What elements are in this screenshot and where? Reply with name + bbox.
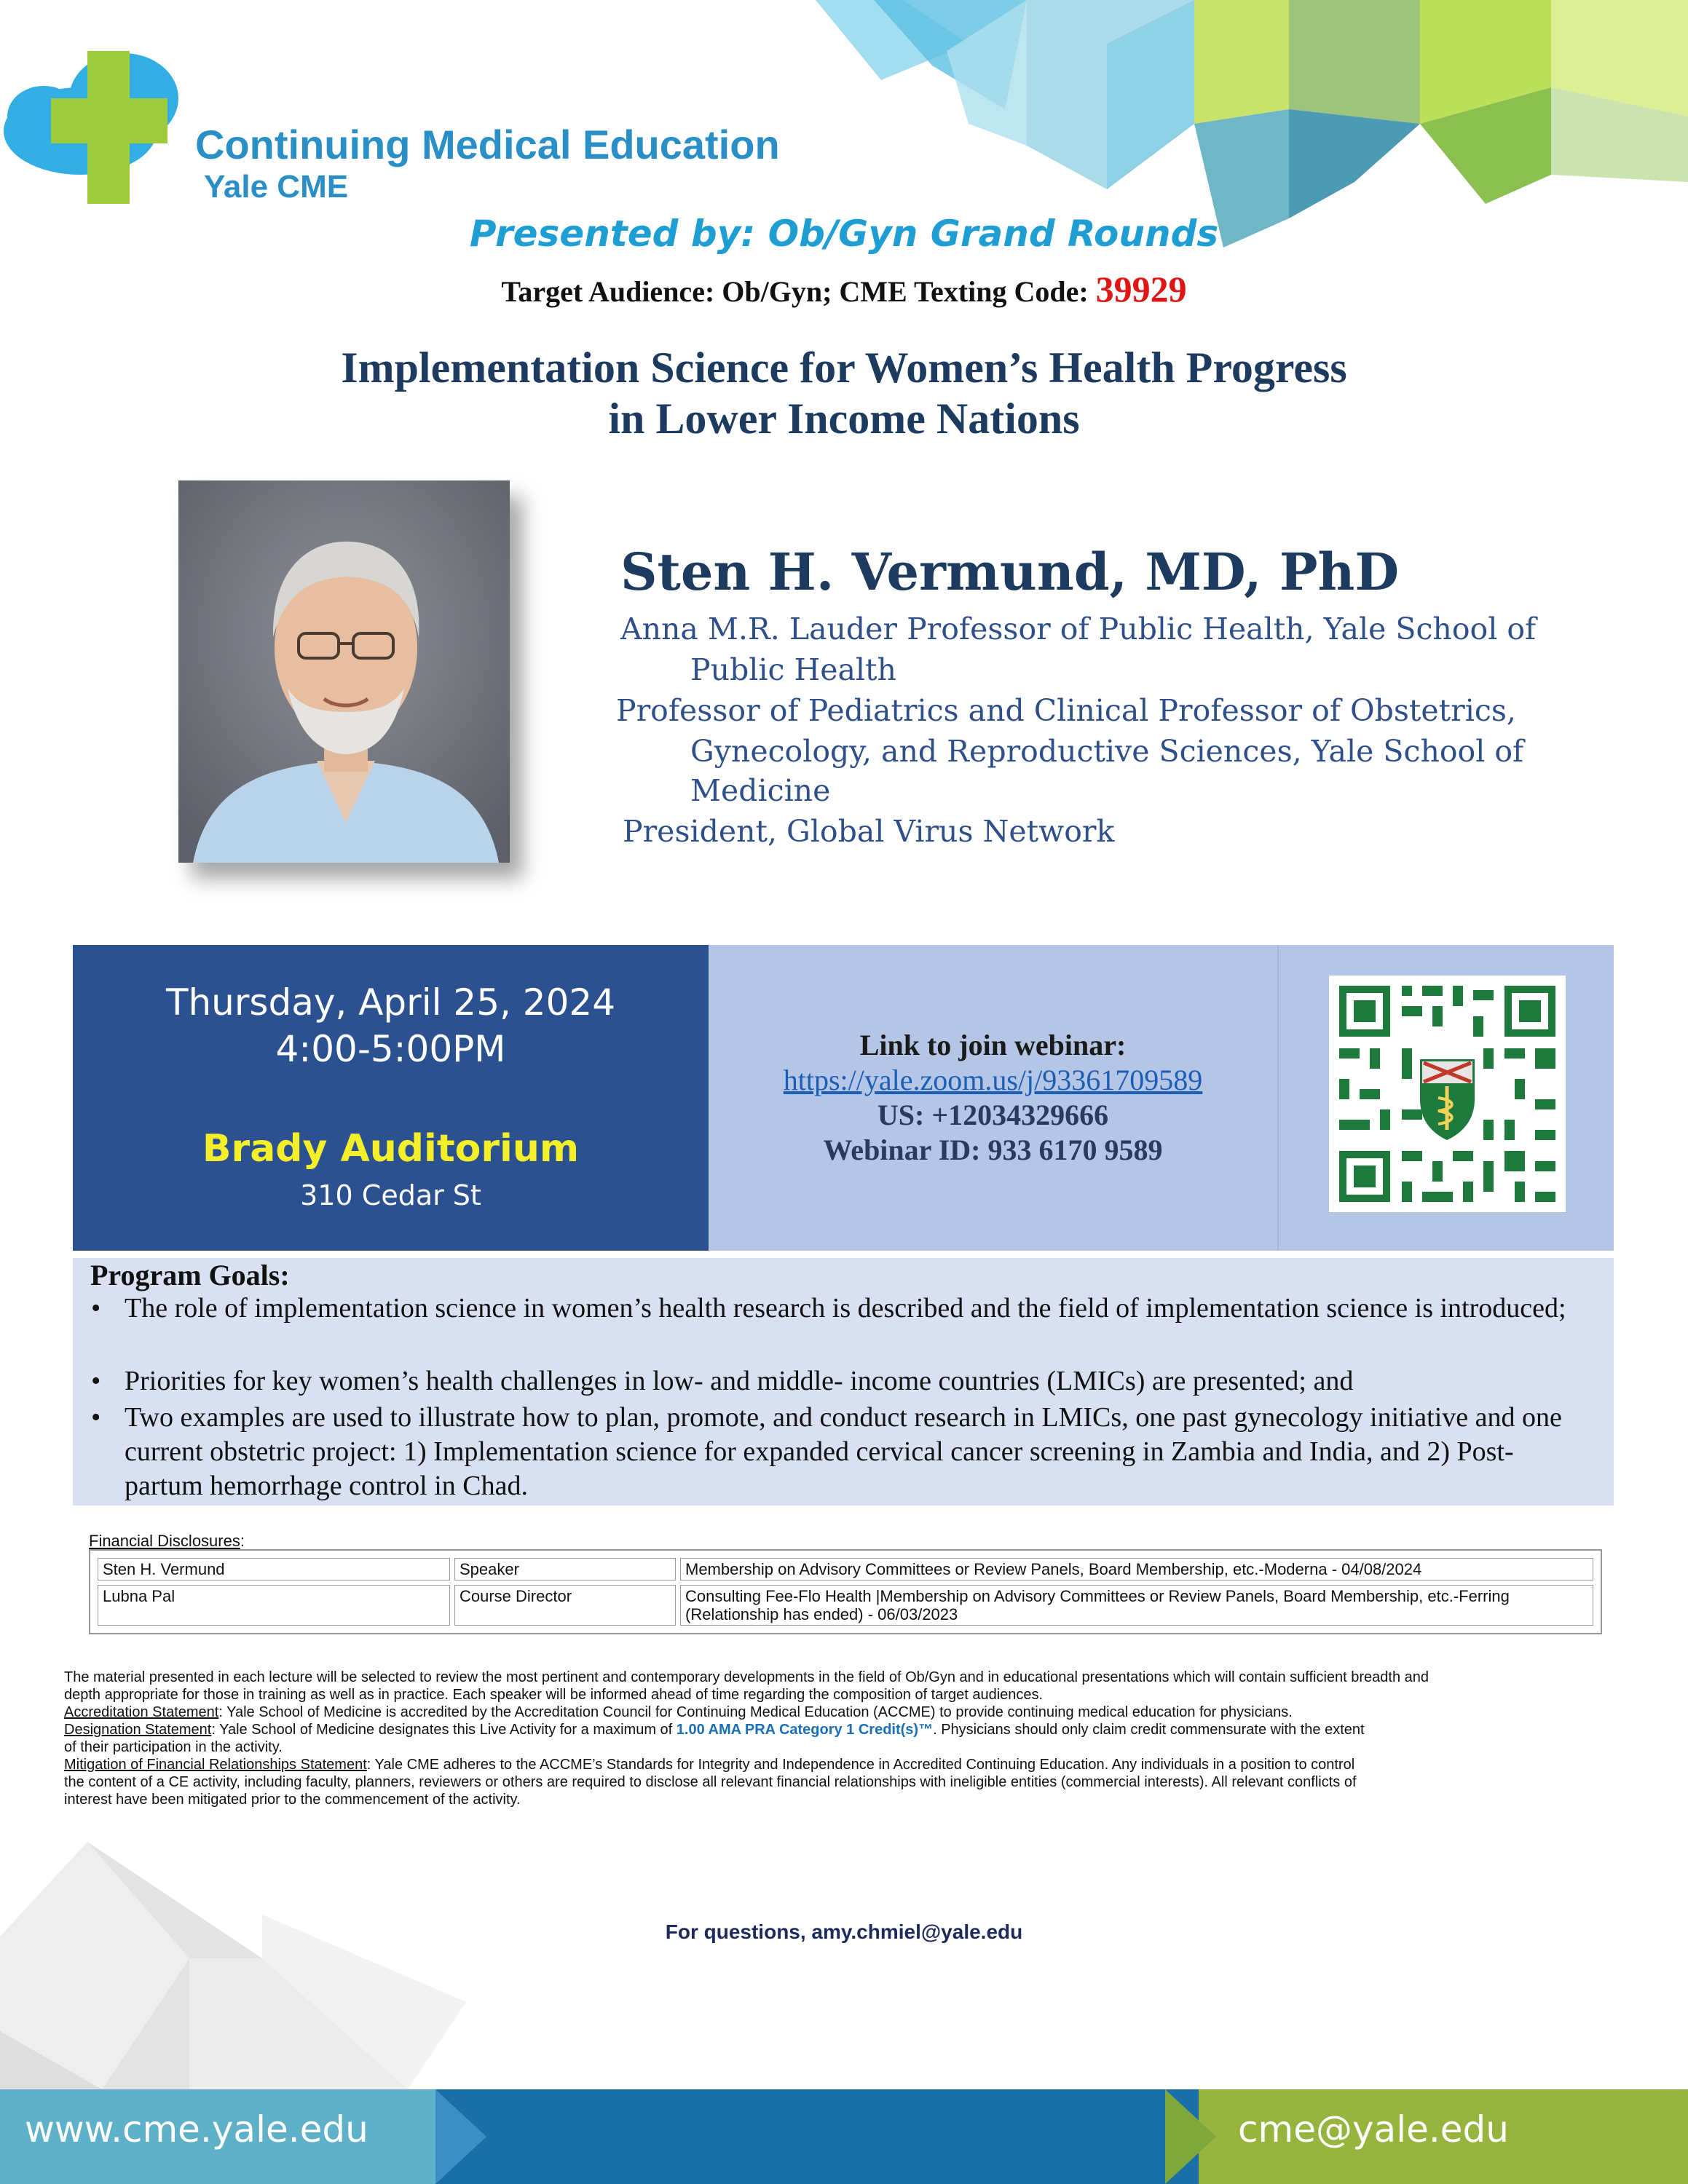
event-address: 310 Cedar St [300, 1179, 481, 1211]
bullet-icon: • [91, 1402, 101, 1433]
financial-disclosures-table [89, 1549, 1602, 1634]
page-title [0, 342, 1688, 444]
designation-label: Designation Statement [64, 1722, 212, 1738]
speaker-role-line-3: Professor of Pediatrics and Clinical Professor of Obstetrics, [616, 693, 1516, 728]
speaker-role-line-4: Gynecology, and Reproductive Sciences, Yale School of [690, 734, 1524, 769]
chevron-right-icon [1165, 2089, 1216, 2184]
footer-band-middle [435, 2089, 1199, 2184]
disclosure-role: Speaker [454, 1558, 676, 1580]
goal-text: The role of implementation science in women’s health research is described and the field of implementation science is introduced; [125, 1293, 1566, 1324]
speaker-photo [178, 480, 510, 863]
event-time: 4:00-5:00PM [275, 1028, 506, 1070]
goal-text: Priorities for key women’s health challenges in low- and middle- income countries (LMICs) are presented; and [125, 1366, 1354, 1396]
brand-name: Continuing Medical Education [195, 122, 780, 167]
webinar-link[interactable]: https://yale.zoom.us/j/93361709589 [783, 1064, 1203, 1096]
goal-item [91, 1364, 1591, 1398]
bullet-icon: • [91, 1293, 101, 1324]
disclosures-heading-colon: : [240, 1532, 245, 1550]
title-line-2: in Lower Income Nations [608, 395, 1080, 443]
event-date: Thursday, April 25, 2024 [165, 981, 616, 1024]
speaker-name: Sten H. Vermund, MD, PhD [620, 542, 1400, 602]
financial-disclosures-heading [89, 1532, 245, 1551]
questions-contact[interactable]: For questions, amy.chmiel@yale.edu [665, 1920, 1023, 1943]
disclosure-detail: Membership on Advisory Committees or Review Panels, Board Membership, etc.-Moderna - 04/08/2024 [680, 1558, 1593, 1580]
designation-credit: 1.00 AMA PRA Category 1 Credit(s)™ [676, 1722, 934, 1738]
qr-code-icon[interactable] [1329, 976, 1566, 1212]
fine-print-intro [64, 1669, 1622, 1704]
designation-line-2: of their participation in the activity. [64, 1739, 283, 1755]
designation-line-1 [64, 1721, 1622, 1738]
webinar-id: Webinar ID: 933 6170 9589 [823, 1133, 1163, 1166]
webinar-phone: US: +12034329666 [877, 1099, 1109, 1131]
accreditation-statement [64, 1704, 1622, 1721]
footer-email-link[interactable]: cme@yale.edu [1238, 2108, 1509, 2151]
speaker-role-line-5: Medicine [690, 773, 831, 808]
title-line-1: Implementation Science for Women’s Health Progress [341, 344, 1347, 392]
goal-text: Two examples are used to illustrate how to plan, promote, and conduct research in LMICs, one past gynecology initiative and one current obstetric project: 1) Implementation science for expanded cervical cancer screening in Zambia and India, and 2) Post-partum hemorrhage control in Chad. [125, 1402, 1562, 1501]
panel-divider [1277, 945, 1279, 1251]
presented-by: Presented by: Ob/Gyn Grand Rounds [469, 213, 1219, 255]
intro-line-1: The material presented in each lecture will be selected to review the most pertinent and contemporary developments in the field of Ob/Gyn and in educational presentations which will contain sufficient breadth and [64, 1669, 1429, 1685]
mitigation-line-2: the content of a CE activity, including faculty, planners, reviewers or others are required to disclose all relevant financial relationships with ineligible entities (commercial interests). All relevant conflicts of [64, 1774, 1357, 1790]
mitigation-line-1 [64, 1756, 1622, 1773]
accreditation-text: : Yale School of Medicine is accredited by the Accreditation Council for Continuing Medical Education (ACCME) to provide continuing medical education for physicians. [218, 1704, 1293, 1720]
bullet-icon: • [91, 1366, 101, 1396]
intro-line-2: depth appropriate for those in training as well as in practice. Each speaker will be informed ahead of time regarding the composition of target audiences. [64, 1687, 1044, 1703]
designation-statement [64, 1721, 1622, 1756]
program-goals-heading: Program Goals: [90, 1259, 290, 1291]
mitigation-statement [64, 1756, 1622, 1808]
texting-code: 39929 [1095, 269, 1187, 309]
disclosure-role: Course Director [454, 1585, 676, 1626]
webinar-heading: Link to join webinar: [859, 1029, 1127, 1061]
goal-item [91, 1291, 1591, 1326]
designation-pre: : Yale School of Medicine designates this Live Activity for a maximum of [211, 1722, 677, 1738]
disclosures-heading-text: Financial Disclosures [89, 1532, 240, 1550]
disclosure-name: Sten H. Vermund [98, 1558, 450, 1580]
audience-label: Target Audience: Ob/Gyn; CME Texting Code: [501, 275, 1096, 308]
footer-website-link[interactable]: www.cme.yale.edu [25, 2108, 368, 2151]
accreditation-label: Accreditation Statement [64, 1704, 219, 1720]
footer-decoration [0, 1813, 1688, 2089]
speaker-role-line-2: Public Health [690, 652, 896, 687]
designation-post: . Physicians should only claim credit commensurate with the extent [933, 1722, 1365, 1738]
event-venue: Brady Auditorium [202, 1127, 580, 1171]
chevron-right-icon [435, 2089, 486, 2184]
speaker-role-line-6: President, Global Virus Network [623, 814, 1115, 849]
brand-sub: Yale CME [204, 169, 349, 205]
target-audience [0, 268, 1688, 310]
disclosure-detail: Consulting Fee-Flo Health |Membership on Advisory Committees or Review Panels, Board Membership, etc.-Ferring (Relationship has ended) - 06/03/2023 [680, 1585, 1593, 1626]
table-row [98, 1585, 1593, 1626]
table-row [98, 1558, 1593, 1580]
yale-cme-logo [0, 29, 218, 218]
mitigation-label: Mitigation of Financial Relationships Statement [64, 1757, 367, 1773]
mitigation-text: : Yale CME adheres to the ACCME’s Standards for Integrity and Independence in Accredited Continuing Education. Any individuals in a position to control [366, 1757, 1355, 1773]
disclosure-name: Lubna Pal [98, 1585, 450, 1626]
speaker-role-line-1: Anna M.R. Lauder Professor of Public Health, Yale School of [620, 612, 1537, 646]
goal-item [91, 1401, 1591, 1503]
mitigation-line-3: interest have been mitigated prior to the commencement of the activity. [64, 1792, 521, 1808]
